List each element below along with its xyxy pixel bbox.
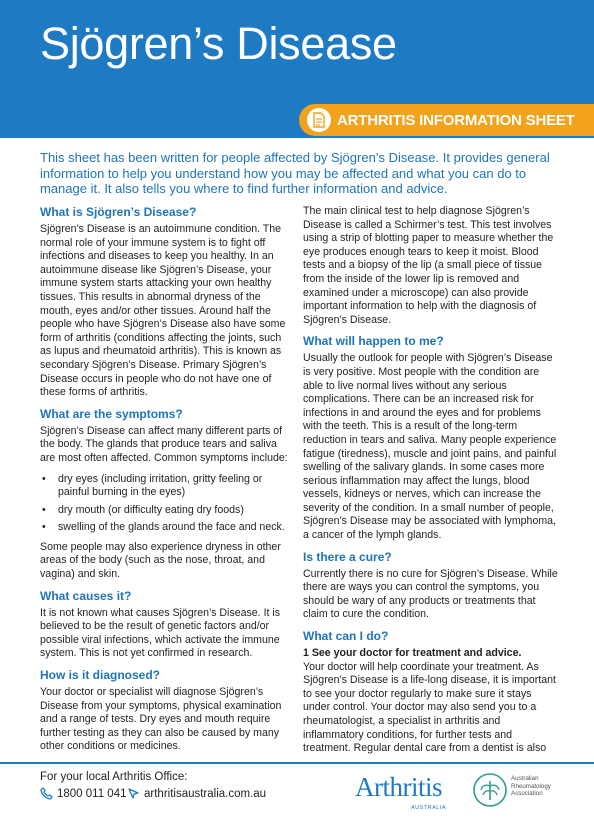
bullet-icon: •: [42, 521, 46, 534]
section-paragraph: Your doctor or specialist will diagnose Sjögren’s Disease from your symptoms, physical examination and a range of tests. Dry eyes and mouth require further testing as they can also be caused by many other conditions or medicines.: [40, 686, 282, 753]
page-footer: [0, 757, 594, 837]
section-heading: What is Sjögren’s Disease?: [40, 205, 197, 219]
logo-wordmark: Arthritis: [355, 772, 442, 802]
section-heading: What can I do?: [303, 629, 389, 644]
page-header: [0, 0, 594, 138]
section-paragraph: Usually the outlook for people with Sjögren’s Disease is very positive. Most people with the condition are able to live normal lives without any serious complications. There can be an increased risk for infections in and around the eyes and for problems with the teeth. This is a result of the long-term reduction in tears and saliva. Many people experience fatigue (tiredness), muscle and joint pains, and painful swelling of the salivary glands. In some cases more serious inflammation may affect the lungs, blood vessels, kidneys or nerves, which can increase the severity of the condition. In a small number of people, Sjögren’s Disease may be associated with lymphoma, a cancer of the lymph glands.: [303, 352, 557, 542]
intro-paragraph: This sheet has been written for people affected by Sjögren’s Disease. It provides general information to help you understand how you may be affected and what you can do to manage it. It also tells you where to find further information and advice.: [40, 150, 550, 196]
section-outlook: [303, 334, 558, 542]
arthritis-australia-logo: [355, 772, 460, 812]
symptom-list: [40, 473, 295, 535]
footer-divider: [0, 762, 594, 764]
ara-logo-icon: [472, 772, 508, 808]
section-diagnosis: [40, 668, 295, 754]
section-symptoms: [40, 407, 295, 582]
footer-lead-text: For your local Arthritis Office:: [40, 771, 188, 783]
phone-contact[interactable]: [40, 787, 127, 803]
section-paragraph: Currently there is no cure for Sjögren’s Disease. While there are ways you can control the symptoms, you should be wary of any products or treatments that claim to cure the condition.: [303, 567, 558, 621]
section-paragraph: The main clinical test to help diagnose Sjögren’s Disease is called a Schirmer’s test. This test involves using a strip of blotting paper to measure whether the eye produces enough tears to keep it moist. Blood tests and a biopsy of the lip (a small piece of tissue from the inside of the lower lip is removed and examined under a microscope) can also provide important information to help with the diagnosis of Sjögren’s Disease.: [303, 205, 554, 326]
banner-label: ARTHRITIS INFORMATION SHEET: [337, 112, 575, 129]
section-paragraph: Sjögren’s Disease is an autoimmune condition. The normal role of your immune system is to fight off infections and diseases to keep you healthy. In an autoimmune disease like Sjögren’s Disease, your immune system starts attacking your own healthy tissues. This results in abnormal dryness of the mouth, eyes and/or other tissues. Around half the people who have Sjögren’s Disease also have some form of arthritis (conditions affecting the joints, such as lupus and rheumatoid arthritis). This is known as secondary Sjögren’s Disease. Primary Sjögren’s Disease occurs in people who do not have one of these forms of arthritis.: [40, 223, 286, 399]
page-title: Sjögren’s Disease: [40, 18, 397, 69]
phone-number[interactable]: 1800 011 041: [57, 788, 127, 800]
bullet-icon: •: [42, 503, 46, 516]
ara-name: Australian Rheumatology Association: [511, 775, 551, 798]
right-column: [303, 205, 558, 763]
cursor-icon: [127, 787, 140, 803]
bullet-icon: •: [42, 472, 46, 485]
section-heading: What causes it?: [40, 588, 132, 603]
section-paragraph: Some people may also experience dryness in other areas of the body (such as the nose, throat, and vagina) and skin.: [40, 540, 281, 581]
section-cure: [303, 550, 558, 622]
section-paragraph: Sjögren’s Disease can affect many different parts of the body. The glands that produce tears and saliva are most often affected. Common symptoms include:: [40, 424, 288, 464]
section-what-is: [40, 205, 295, 400]
section-paragraph: Your doctor will help coordinate your treatment. As Sjögren’s Disease is a life-long disease, it is important to see your doctor regularly to make sure it stays under control. Your doctor may also send you to a rheumatologist, a specialist in arthritis and inflammatory conditions, for further tests and treatment. Regular dental care from a dentist is also: [303, 660, 556, 755]
section-causes: [40, 589, 295, 661]
phone-icon: [40, 787, 53, 803]
section-what-can-i-do: [303, 629, 558, 756]
list-item: • dry eyes (including irritation, gritty feeling or painful burning in the eyes): [42, 472, 263, 499]
section-heading: What are the symptoms?: [40, 406, 183, 421]
section-heading: How is it diagnosed?: [40, 668, 161, 683]
left-column: [40, 205, 295, 761]
info-sheet-banner: [299, 104, 594, 136]
step-heading: 1 See your doctor for treatment and advice.: [303, 647, 522, 660]
website-contact[interactable]: [127, 787, 266, 803]
document-icon: [307, 108, 331, 132]
section-heading: Is there a cure?: [303, 549, 392, 564]
logo-subtitle: AUSTRALIA: [411, 805, 447, 811]
list-item: • swelling of the glands around the face and neck.: [42, 521, 285, 534]
list-item: • dry mouth (or difficulty eating dry foods): [42, 503, 244, 516]
section-heading: What will happen to me?: [303, 334, 444, 349]
website-link[interactable]: arthritisaustralia.com.au: [144, 788, 267, 800]
section-paragraph: It is not known what causes Sjögren’s Disease. It is believed to be the result of genetic factors and/or possible viral infections, which activate the immune system. This is not yet confirmed in research.: [40, 606, 281, 660]
